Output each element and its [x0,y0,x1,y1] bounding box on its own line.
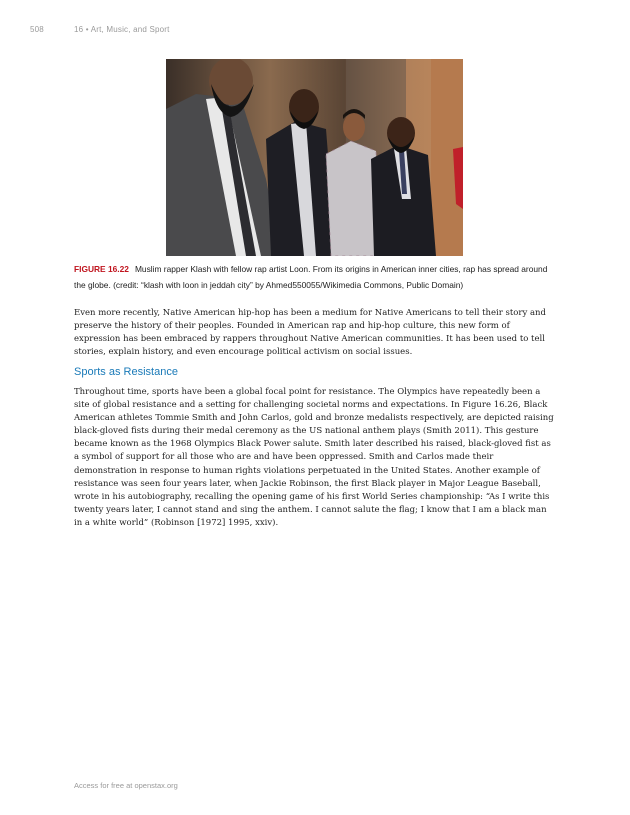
figure-caption-text: Muslim rapper Klash with fellow rap artist Loon. From its origins in American inner cities, rap has spread around the globe. (credit: “klash with loon in jeddah city” by Ahmed550055/Wikimedia Commons, Public Domain) [74,264,548,290]
paragraph-sports-resistance: Throughout time, sports have been a global focal point for resistance. The Olympics have repeatedly been a site of global resistance and a setting for challenging societal norms and expectations. In Figure 16.26, Black American athletes Tommie Smith and John Carlos, gold and bronze medalists respectively, are depicted raising black-gloved fists during their medal ceremony as the US national anthem plays (Smith 2011). This gesture became known as the 1968 Olympics Black Power salute. Smith later described his raised, black-gloved fist as a symbol of support for all those who are and have been oppressed. Smith and Carlos made their demonstration in response to human rights violations perpetuated in the United States. Another example of resistance was seen four years later, when Jackie Robinson, the first Black player in Major League Baseball, wrote in his autobiography, recalling the opening game of his first World Series championship: “As I write this twenty years later, I cannot stand and sing the anthem. I cannot salute the flag; I know that I am a black man in a white world” (Robinson [1972] 1995, xxiv). [74,387,554,528]
running-header [30,25,170,34]
figure-caption [74,261,554,293]
paragraph-native-american-hiphop: Even more recently, Native American hip-hop has been a medium for Native Americans to tell their story and preserve the history of their peoples. Founded in American rap and hip-hop culture, this new form of expression has been embraced by rappers throughout Native American communities. It has been used to tell stories, explain history, and even encourage political activism on social issues. [74,308,546,358]
page-footer: Access for free at openstax.org [74,781,178,790]
photo-illustration [166,59,463,256]
page-number: 508 [30,25,44,34]
section-heading: Sports as Resistance [74,366,178,378]
figure-label: FIGURE 16.22 [74,264,129,274]
chapter-title: 16 • Art, Music, and Sport [74,25,170,34]
figure-photo [166,59,463,256]
